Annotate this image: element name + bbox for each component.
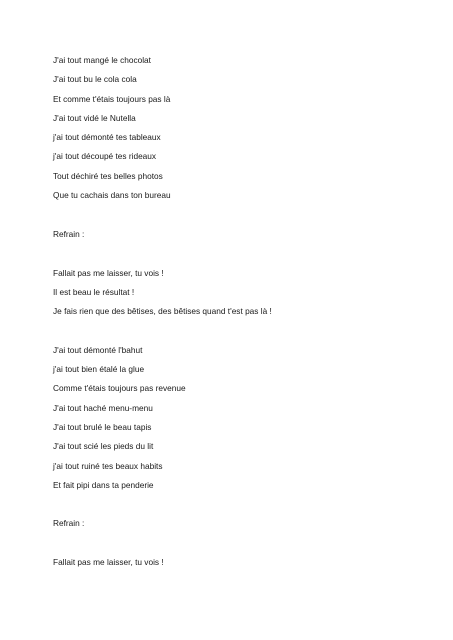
refrain-line: Je fais rien que des bêtises, des bêtises quand t'est pas là ! bbox=[53, 306, 272, 316]
lyric-line: j'ai tout découpé tes rideaux bbox=[53, 151, 157, 161]
lyric-line: Et comme t'étais toujours pas là bbox=[53, 94, 171, 104]
lyric-line: Et fait pipi dans ta penderie bbox=[53, 480, 154, 490]
lyric-line: j'ai tout bien étalé la glue bbox=[53, 364, 145, 374]
lyric-line: J'ai tout démonté l'bahut bbox=[53, 345, 143, 355]
refrain-line: Fallait pas me laisser, tu vois ! bbox=[53, 268, 164, 278]
lyric-line: j'ai tout ruiné tes beaux habits bbox=[53, 461, 163, 471]
lyric-line: J'ai tout brulé le beau tapis bbox=[53, 422, 152, 432]
lyric-line: J'ai tout haché menu-menu bbox=[53, 403, 153, 413]
lyric-line: Que tu cachais dans ton bureau bbox=[53, 190, 171, 200]
lyric-line: Tout déchiré tes belles photos bbox=[53, 171, 163, 181]
refrain-line: Il est beau le résultat ! bbox=[53, 287, 135, 297]
lyric-line: Comme t'étais toujours pas revenue bbox=[53, 383, 186, 393]
refrain-line: Fallait pas me laisser, tu vois ! bbox=[53, 557, 164, 567]
lyric-line: j'ai tout démonté tes tableaux bbox=[53, 132, 161, 142]
refrain-label: Refrain : bbox=[53, 518, 85, 528]
refrain-label: Refrain : bbox=[53, 229, 85, 239]
lyric-line: J'ai tout vidé le Nutella bbox=[53, 113, 136, 123]
lyric-line: J'ai tout bu le cola cola bbox=[53, 74, 137, 84]
lyric-line: J'ai tout scié les pieds du lit bbox=[53, 441, 154, 451]
lyric-line: J'ai tout mangé le chocolat bbox=[53, 55, 151, 65]
